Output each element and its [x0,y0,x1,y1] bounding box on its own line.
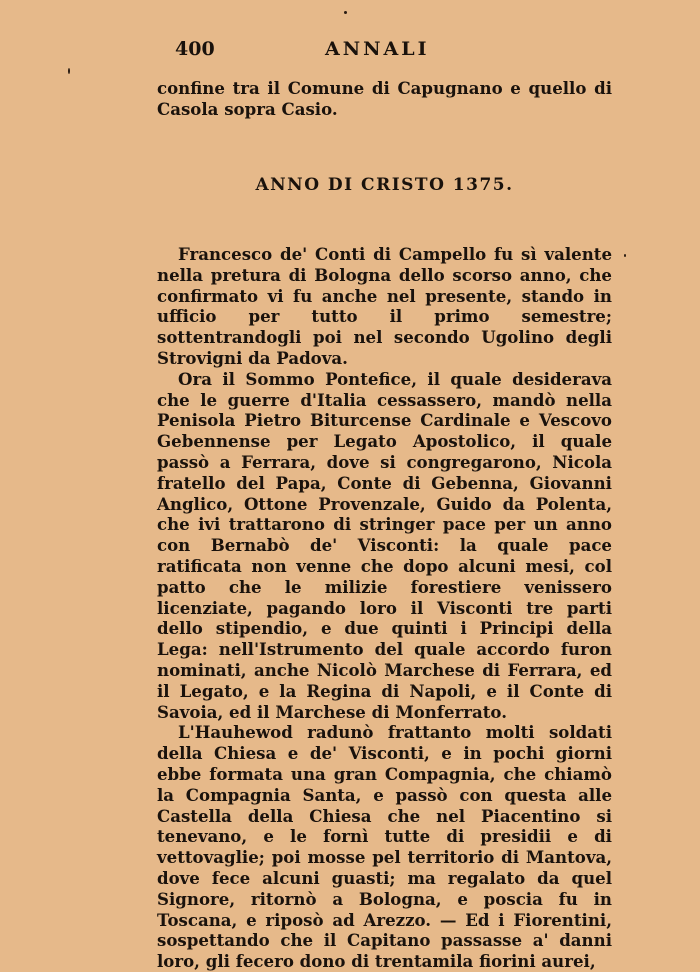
body-text [157,244,612,972]
print-speck [344,11,347,14]
paragraph: L'Hauhewod radunò frattanto molti soldati della Chiesa e de' Visconti, e in pochi giorni ebbe formata una gran Compagnia, che chiamò la Compagnia Santa, e passò con questa alle Castella della Chiesa che nel Piacentino si tenevano, e le fornì tutte di presidii e di vettovaglie; poi mosse pel territorio di Mantova, dove fece alcuni guasti; ma regalato da quel Signore, ritornò a Bologna, e poscia fu in Toscana, e riposò ad Arezzo. — Ed i Fiorentini, sospettando che il Capitano passasse a' danni loro, gli fecero dono di trentamila fiorini aurei, [157,722,612,972]
print-speck [68,68,70,74]
paragraph: Francesco de' Conti di Campello fu sì valente nella pretura di Bologna dello scorso anno, che confirmato vi fu anche nel presente, stando in ufficio per tutto il primo semestre; sottentrandogli poi nel secondo Ugolino degli Strovigni da Padova. [157,244,612,368]
page-header [175,38,615,64]
carryover-paragraph: confine tra il Comune di Capugnano e quello di Casola sopra Casio. [157,78,612,119]
print-speck [624,254,626,257]
page-number: 400 [175,38,215,60]
running-head: ANNALI [325,38,430,60]
paragraph: Ora il Sommo Pontefice, il quale desiderava che le guerre d'Italia cessassero, mandò nella Penisola Pietro Biturcense Cardinale e Vescovo Gebennense per Legato Apostolico, il quale passò a Ferrara, dove si congregarono, Nicola fratello del Papa, Conte di Gebenna, Giovanni Anglico, Ottone Provenzale, Guido da Polenta, che ivi trattarono di stringer pace per un anno con Bernabò de' Visconti: la quale pace ratificata non venne che dopo alcuni mesi, col patto che le milizie forestiere venissero licenziate, pagando loro il Visconti tre parti dello stipendio, e due quinti i Principi della Lega: nell'Istrumento del quale accordo furon nominati, anche Nicolò Marchese di Ferrara, ed il Legato, e la Regina di Napoli, e il Conte di Savoia, ed il Marchese di Monferrato. [157,368,612,722]
carryover-text [157,78,612,120]
section-title: ANNO DI CRISTO 1375. [255,175,514,195]
